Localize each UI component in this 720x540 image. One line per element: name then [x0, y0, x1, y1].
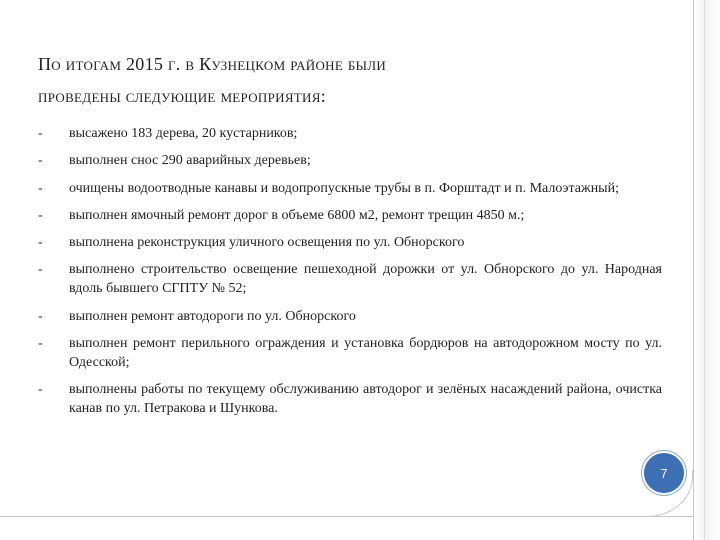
bullet-dash: - — [38, 126, 43, 141]
list-item — [38, 307, 662, 326]
list-item-text: выполнены работы по текущему обслуживанию автодорог и зелёных насаждений района, очистка канав по ул. Петракова и Шункова. — [69, 382, 662, 417]
bullet-dash: - — [38, 153, 43, 169]
bullet-dash: - — [38, 180, 43, 196]
list-item-text: выполнена реконструкция уличного освещения по ул. Обнорского — [69, 235, 465, 251]
list-item-text: выполнен ремонт перильного ограждения и установка бордюров на автодорожном мосту по ул. Одесской; — [69, 336, 662, 371]
list-item — [38, 380, 662, 418]
bullet-dash: - — [38, 382, 43, 398]
list-item-text: выполнен снос 290 аварийных деревьев; — [69, 153, 311, 169]
bullet-dash: - — [38, 207, 43, 223]
list-item-text: очищены водоотводные канавы и водопропускные трубы в п. Форштадт и п. Малоэтажный; — [69, 180, 619, 196]
list-item-text: выполнен ямочный ремонт дорог в объеме 6800 м2, ремонт трещин 4850 м.; — [69, 207, 525, 223]
page-number-badge — [642, 451, 686, 495]
page-number: 7 — [660, 465, 668, 481]
list-item — [38, 179, 662, 198]
bullet-dash: - — [38, 308, 43, 324]
list-item — [38, 206, 662, 225]
list-item — [38, 124, 662, 143]
list-item — [38, 151, 662, 170]
title-line-2: проведены следующие мероприятия: — [38, 86, 327, 106]
list-item — [38, 233, 662, 252]
bullet-dash: - — [38, 336, 43, 352]
list-item — [38, 334, 662, 372]
bullet-dash: - — [38, 235, 43, 251]
slide-title — [38, 48, 658, 112]
title-line-1: По итогам 2015 г. в Кузнецком районе были — [38, 54, 387, 74]
measures-list — [38, 124, 662, 427]
list-item-text: выполнено строительство освещение пешеходной дорожки от ул. Обнорского до ул. Народная вдоль бывшего СГПТУ № 52; — [69, 262, 662, 297]
list-item — [38, 260, 662, 298]
list-item-text: выполнен ремонт автодороги по ул. Обнорского — [69, 308, 356, 324]
bullet-dash: - — [38, 262, 43, 278]
slide-frame-right — [693, 0, 720, 540]
slide-frame-bottom — [0, 516, 694, 517]
list-item-text: высажено 183 дерева, 20 кустарников; — [69, 126, 298, 141]
